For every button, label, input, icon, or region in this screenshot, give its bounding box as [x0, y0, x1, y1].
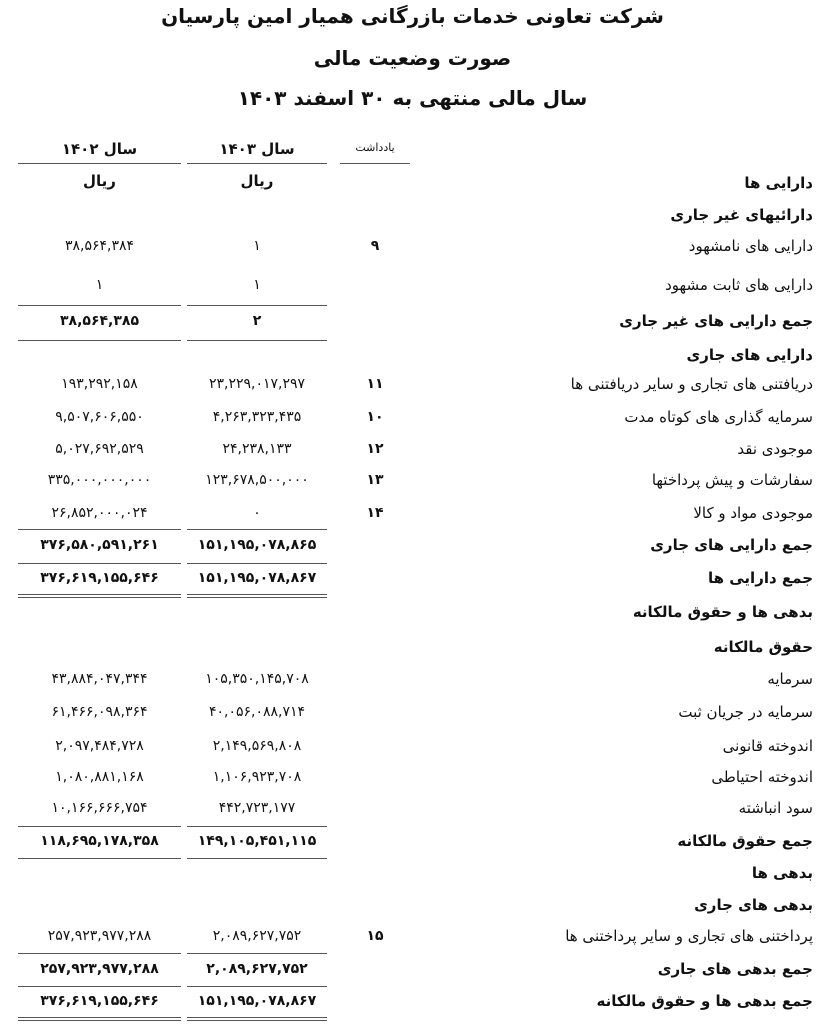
value-1402: ۱۱۸,۶۹۵,۱۷۸,۳۵۸: [40, 833, 159, 849]
total-rule: [187, 953, 327, 954]
row-note: ۱۴: [366, 505, 384, 521]
table-row: [0, 340, 825, 370]
table-row: [0, 762, 825, 792]
note-header-rule: [340, 163, 410, 164]
total-rule: [18, 858, 181, 859]
value-1403: ۱۵۱,۱۹۵,۰۷۸,۸۶۷: [197, 570, 317, 586]
value-1402: ۳۷۶,۶۱۹,۱۵۵,۶۴۶: [40, 993, 159, 1009]
total-rule: [187, 340, 327, 341]
value-1403: ۱: [253, 238, 261, 254]
table-row: [0, 465, 825, 495]
value-1403: ۴۰,۰۵۶,۰۸۸,۷۱۴: [208, 704, 306, 720]
row-label: دریافتنی های تجاری و سایر دریافتنی ها: [570, 375, 813, 393]
row-note: ۱۳: [366, 472, 384, 488]
value-1403: ۱۵۱,۱۹۵,۰۷۸,۸۶۷: [197, 993, 317, 1009]
total-rule: [18, 563, 181, 564]
grand-total-double-rule: [187, 1017, 327, 1021]
value-1402: ۱۰,۱۶۶,۶۶۶,۷۵۴: [51, 800, 148, 816]
grand-total-double-rule: [18, 1017, 181, 1021]
unit-1402: ریال: [83, 172, 116, 190]
table-row: [0, 563, 825, 593]
total-rule: [18, 953, 181, 954]
statement-title: صورت وضعیت مالی: [313, 46, 512, 70]
row-label: سرمایه: [767, 670, 813, 688]
table-row: [0, 890, 825, 920]
value-1402: ۳۷۶,۶۱۹,۱۵۵,۶۴۶: [40, 570, 159, 586]
table-row: [0, 597, 825, 627]
table-row: [0, 664, 825, 694]
row-label: جمع حقوق مالکانه: [677, 832, 813, 850]
row-label: بدهی ها: [751, 864, 813, 882]
row-label: جمع دارایی های غیر جاری: [619, 312, 813, 330]
row-label: بدهی ها و حقوق مالکانه: [632, 603, 813, 621]
row-label: حقوق مالکانه: [713, 638, 813, 656]
value-1403: ۰: [253, 505, 261, 521]
total-rule: [187, 305, 327, 306]
row-label: اندوخته قانونی: [722, 737, 813, 755]
row-label: جمع بدهی ها و حقوق مالکانه: [596, 992, 813, 1010]
value-1403: ۲۴,۲۳۸,۱۳۳: [222, 441, 292, 457]
value-1403: ۱۴۹,۱۰۵,۴۵۱,۱۱۵: [197, 833, 317, 849]
table-row: [0, 434, 825, 464]
year-1403-header: سال ۱۴۰۳: [219, 140, 295, 158]
table-row: [0, 826, 825, 856]
value-1402: ۲۵۷,۹۲۳,۹۷۷,۲۸۸: [40, 961, 159, 977]
total-rule: [18, 826, 181, 827]
value-1402: ۲۶,۸۵۲,۰۰۰,۰۲۴: [51, 505, 148, 521]
year-1402-header: سال ۱۴۰۲: [61, 140, 138, 158]
total-rule: [18, 986, 181, 987]
table-row: [0, 793, 825, 823]
row-label: دارایی های ثابت مشهود: [665, 276, 813, 294]
table-row: [0, 530, 825, 560]
grand-total-double-rule: [187, 594, 327, 598]
row-label: بدهی های جاری: [694, 896, 813, 914]
value-1403: ۱: [253, 277, 261, 293]
period-title: سال مالی منتهی به ۳۰ اسفند ۱۴۰۳: [237, 86, 588, 110]
note-column-header: یادداشت: [355, 141, 395, 154]
total-rule: [187, 986, 327, 987]
table-row: [0, 731, 825, 761]
row-note: ۹: [370, 238, 380, 254]
row-label: دارائیهای غیر جاری: [670, 206, 813, 224]
value-1402: ۳۳۵,۰۰۰,۰۰۰,۰۰۰: [47, 472, 152, 488]
table-row: [0, 306, 825, 336]
value-1403: ۲,۱۴۹,۵۶۹,۸۰۸: [212, 738, 302, 754]
table-row: [0, 200, 825, 230]
value-1402: ۱: [95, 277, 104, 293]
value-1403: ۲,۰۸۹,۶۲۷,۷۵۲: [206, 961, 308, 977]
table-row: [0, 632, 825, 662]
table-row: [0, 986, 825, 1016]
value-1402: ۳۸,۵۶۴,۳۸۴: [64, 238, 135, 254]
table-row: [0, 270, 825, 300]
row-label: دارایی های نامشهود: [688, 237, 813, 255]
value-1402: ۱۹۳,۲۹۲,۱۵۸: [61, 376, 138, 392]
row-label: موجودی نقد: [737, 440, 813, 458]
year-1403-header-rule: [187, 163, 327, 164]
table-row: [0, 954, 825, 984]
company-name: شرکت تعاونی خدمات بازرگانی همیار امین پارسیان: [161, 4, 664, 28]
value-1403: ۱,۱۰۶,۹۲۳,۷۰۸: [212, 769, 302, 785]
table-row: [0, 402, 825, 432]
value-1402: ۶۱,۴۶۶,۰۹۸,۳۶۴: [51, 704, 148, 720]
value-1403: ۲: [252, 313, 262, 329]
total-rule: [18, 529, 181, 530]
row-label: موجودی مواد و کالا: [693, 504, 813, 522]
value-1402: ۳۸,۵۶۴,۳۸۵: [60, 313, 139, 329]
row-note: ۱۵: [366, 928, 384, 944]
value-1403: ۴۴۲,۷۲۳,۱۷۷: [218, 800, 296, 816]
value-1402: ۴۳,۸۸۴,۰۴۷,۳۴۴: [51, 671, 148, 687]
row-label: جمع دارایی ها: [707, 569, 813, 587]
value-1402: ۵,۰۲۷,۶۹۲,۵۲۹: [55, 441, 144, 457]
value-1403: ۱۰۵,۳۵۰,۱۴۵,۷۰۸: [205, 671, 309, 687]
row-label: سرمایه در جریان ثبت: [678, 703, 813, 721]
row-note: ۱۰: [366, 409, 384, 425]
grand-total-double-rule: [18, 594, 181, 598]
table-row: [0, 498, 825, 528]
row-label: سود انباشته: [738, 799, 813, 817]
table-row: [0, 858, 825, 888]
row-label: جمع دارایی های جاری: [650, 536, 813, 554]
value-1402: ۹,۵۰۷,۶۰۶,۵۵۰: [55, 409, 144, 425]
value-1403: ۲,۰۸۹,۶۲۷,۷۵۲: [212, 928, 302, 944]
value-1402: ۱,۰۸۰,۸۸۱,۱۶۸: [55, 769, 144, 785]
total-rule: [18, 305, 181, 306]
value-1403: ۴,۲۶۳,۳۲۳,۴۳۵: [212, 409, 302, 425]
table-row: [0, 921, 825, 951]
value-1402: ۲۵۷,۹۲۳,۹۷۷,۲۸۸: [47, 928, 152, 944]
table-row: [0, 369, 825, 399]
row-label: سفارشات و پیش پرداختها: [651, 471, 813, 489]
total-rule: [18, 340, 181, 341]
row-note: ۱۱: [366, 376, 384, 392]
value-1402: ۳۷۶,۵۸۰,۵۹۱,۲۶۱: [40, 537, 159, 553]
value-1403: ۱۵۱,۱۹۵,۰۷۸,۸۶۵: [197, 537, 317, 553]
table-row: [0, 168, 825, 198]
total-rule: [187, 529, 327, 530]
value-1403: ۲۳,۲۲۹,۰۱۷,۲۹۷: [208, 376, 306, 392]
value-1402: ۲,۰۹۷,۴۸۴,۷۲۸: [55, 738, 144, 754]
total-rule: [187, 858, 327, 859]
row-label: اندوخته احتیاطی: [711, 768, 813, 786]
total-rule: [187, 826, 327, 827]
total-rule: [187, 563, 327, 564]
row-label: دارایی ها: [744, 174, 813, 192]
value-1403: ۱۲۳,۶۷۸,۵۰۰,۰۰۰: [205, 472, 309, 488]
row-label: دارایی های جاری: [686, 346, 813, 364]
row-label: سرمایه گذاری های کوتاه مدت: [624, 408, 813, 426]
row-label: پرداختنی های تجاری و سایر پرداختنی ها: [565, 927, 813, 945]
row-note: ۱۲: [366, 441, 384, 457]
row-label: جمع بدهی های جاری: [657, 960, 813, 978]
year-1402-header-rule: [18, 163, 181, 164]
unit-1403: ریال: [240, 172, 274, 190]
table-row: [0, 231, 825, 261]
table-row: [0, 697, 825, 727]
